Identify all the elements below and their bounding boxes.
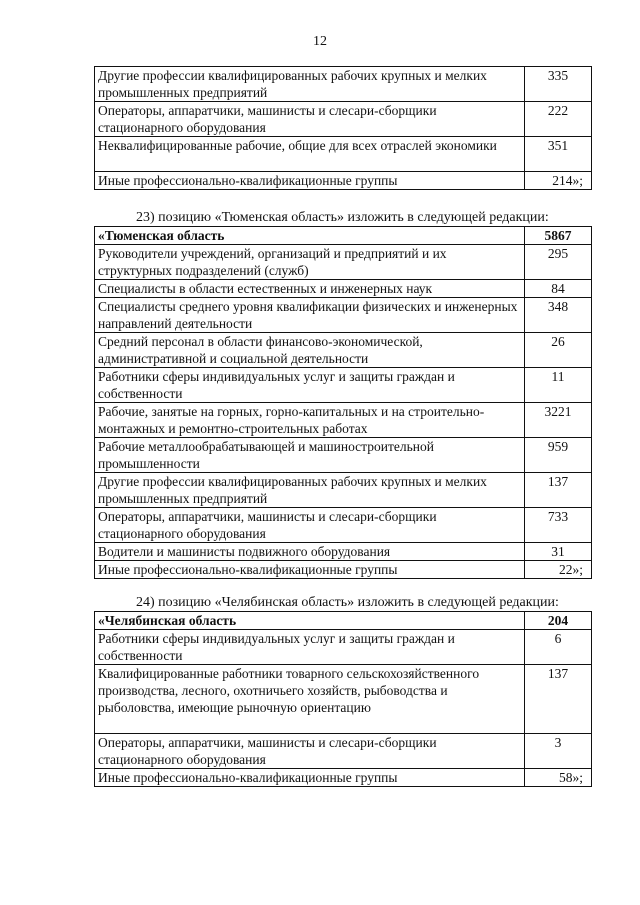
row-value: 3221	[525, 403, 592, 438]
row-value: 3	[525, 734, 592, 769]
row-value: 335	[525, 67, 592, 102]
table-row	[95, 280, 592, 298]
region-total: 5867	[525, 227, 592, 245]
row-label: Специалисты в области естественных и инженерных наук	[95, 280, 525, 298]
row-label: Иные профессионально-квалификационные группы	[95, 561, 525, 579]
table-row	[95, 333, 592, 368]
row-label: Специалисты среднего уровня квалификации физических и инженерных направлений деятельности	[95, 298, 525, 333]
row-label: Операторы, аппаратчики, машинисты и слесари-сборщики стационарного оборудования	[95, 734, 525, 769]
row-value: 84	[525, 280, 592, 298]
table-row	[95, 245, 592, 280]
row-value: 733	[525, 508, 592, 543]
table-row	[95, 665, 592, 734]
row-label: Водители и машинисты подвижного оборудования	[95, 543, 525, 561]
row-value: 58»;	[525, 769, 592, 787]
row-label: Неквалифицированные рабочие, общие для всех отраслей экономики	[95, 137, 525, 172]
row-label: Операторы, аппаратчики, машинисты и слесари-сборщики стационарного оборудования	[95, 102, 525, 137]
row-label: Иные профессионально-квалификационные группы	[95, 769, 525, 787]
table-header-row	[95, 227, 592, 245]
table-tyumen	[94, 226, 592, 579]
table-row	[95, 769, 592, 787]
row-label: Другие профессии квалифицированных рабочих крупных и мелких промышленных предприятий	[95, 67, 525, 102]
row-value: 222	[525, 102, 592, 137]
row-label: Другие профессии квалифицированных рабочих крупных и мелких промышленных предприятий	[95, 473, 525, 508]
row-value: 348	[525, 298, 592, 333]
section-24-intro: 24) позицию «Челябинская область» изложить в следующей редакции:	[136, 595, 559, 610]
row-label: Рабочие металлообрабатывающей и машиностроительной промышленности	[95, 438, 525, 473]
table-chelyabinsk	[94, 611, 592, 787]
region-name: «Тюменская область	[95, 227, 525, 245]
table-row	[95, 102, 592, 137]
row-value: 26	[525, 333, 592, 368]
table-row	[95, 298, 592, 333]
table-row	[95, 508, 592, 543]
row-label: Руководители учреждений, организаций и предприятий и их структурных подразделений (служб)	[95, 245, 525, 280]
row-value: 959	[525, 438, 592, 473]
row-value: 31	[525, 543, 592, 561]
table-row	[95, 543, 592, 561]
table-row	[95, 172, 592, 190]
row-label: Средний персонал в области финансово-экономической, административной и социальной деятельности	[95, 333, 525, 368]
row-label: Иные профессионально-квалификационные группы	[95, 172, 525, 190]
row-value: 214»;	[525, 172, 592, 190]
row-value: 137	[525, 473, 592, 508]
row-label: Квалифицированные работники товарного сельскохозяйственного производства, лесного, охотничьего хозяйств, рыбоводства и рыболовства, имеющие рыночную ориентацию	[95, 665, 525, 734]
table-row	[95, 137, 592, 172]
table-row	[95, 473, 592, 508]
section-23-intro: 23) позицию «Тюменская область» изложить в следующей редакции:	[136, 210, 549, 225]
row-label: Операторы, аппаратчики, машинисты и слесари-сборщики стационарного оборудования	[95, 508, 525, 543]
table-row	[95, 630, 592, 665]
row-label: Работники сферы индивидуальных услуг и защиты граждан и собственности	[95, 630, 525, 665]
table-row	[95, 368, 592, 403]
table-row	[95, 403, 592, 438]
row-value: 137	[525, 665, 592, 734]
page-number: 12	[313, 34, 327, 49]
table-row	[95, 734, 592, 769]
table-continuation	[94, 66, 592, 190]
row-value: 351	[525, 137, 592, 172]
row-value: 11	[525, 368, 592, 403]
row-value: 22»;	[525, 561, 592, 579]
table-header-row	[95, 612, 592, 630]
table-row	[95, 67, 592, 102]
region-total: 204	[525, 612, 592, 630]
row-value: 6	[525, 630, 592, 665]
table-row	[95, 561, 592, 579]
region-name: «Челябинская область	[95, 612, 525, 630]
row-value: 295	[525, 245, 592, 280]
table-row	[95, 438, 592, 473]
row-label: Работники сферы индивидуальных услуг и защиты граждан и собственности	[95, 368, 525, 403]
row-label: Рабочие, занятые на горных, горно-капитальных и на строительно-монтажных и ремонтно-строительных работах	[95, 403, 525, 438]
